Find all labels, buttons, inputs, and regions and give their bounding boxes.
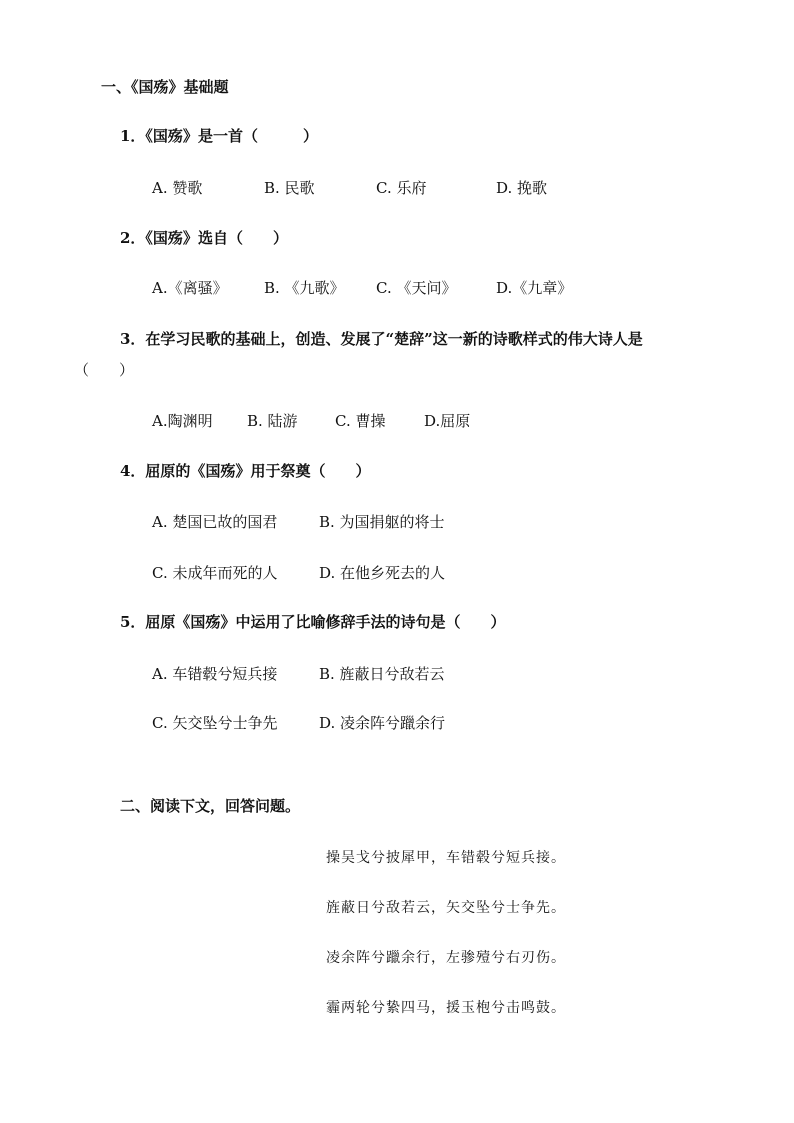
question-3-option-a: A.陶渊明 (152, 412, 213, 430)
question-3-stem-continued: （ ） (74, 361, 135, 379)
question-1-option-c: C. 乐府 (376, 179, 427, 197)
question-4-option-a: A. 楚国已故的国君 (152, 513, 278, 531)
question-3-option-d: D.屈原 (424, 412, 471, 430)
question-5-option-b: B. 旌蔽日兮敌若云 (319, 665, 445, 683)
question-2-option-a: A.《离骚》 (152, 279, 228, 297)
section1-heading: 一、《国殇》基础题 (101, 78, 229, 96)
question-2-stem: 2．《国殇》选自（ ） (120, 229, 288, 247)
question-1-option-d: D. 挽歌 (496, 179, 548, 197)
poem-line-3: 凌余阵兮躐余行，左骖殪兮右刃伤。 (326, 950, 566, 966)
question-5-option-c: C. 矢交坠兮士争先 (152, 714, 278, 732)
question-4-stem: 4．屈原的《国殇》用于祭奠（ ） (120, 462, 371, 480)
question-1-option-a: A. 赞歌 (152, 179, 203, 197)
question-5-option-a: A. 车错毂兮短兵接 (152, 665, 278, 683)
question-3-stem: 3．在学习民歌的基础上，创造、发展了“楚辞”这一新的诗歌样式的伟大诗人是 (120, 330, 643, 348)
question-3-option-b: B. 陆游 (247, 412, 298, 430)
question-2-option-b: B. 《九歌》 (264, 279, 345, 297)
question-5-option-d: D. 凌余阵兮躐余行 (319, 714, 446, 732)
question-5-stem: 5．屈原《国殇》中运用了比喻修辞手法的诗句是（ ） (120, 613, 506, 631)
poem-line-2: 旌蔽日兮敌若云，矢交坠兮士争先。 (326, 900, 566, 916)
question-2-option-c: C. 《天问》 (376, 279, 457, 297)
question-4-option-c: C. 未成年而死的人 (152, 564, 278, 582)
poem-line-4: 霾两轮兮絷四马，援玉枹兮击鸣鼓。 (326, 1000, 566, 1016)
poem-line-1: 操吴戈兮披犀甲，车错毂兮短兵接。 (326, 850, 566, 866)
section2-heading: 二、阅读下文，回答问题。 (120, 797, 301, 815)
question-2-option-d: D.《九章》 (496, 279, 573, 297)
question-1-option-b: B. 民歌 (264, 179, 315, 197)
question-3-option-c: C. 曹操 (335, 412, 386, 430)
question-1-stem: 1．《国殇》是一首（ ） (120, 127, 318, 145)
question-4-option-d: D. 在他乡死去的人 (319, 564, 446, 582)
question-4-option-b: B. 为国捐躯的将士 (319, 513, 445, 531)
